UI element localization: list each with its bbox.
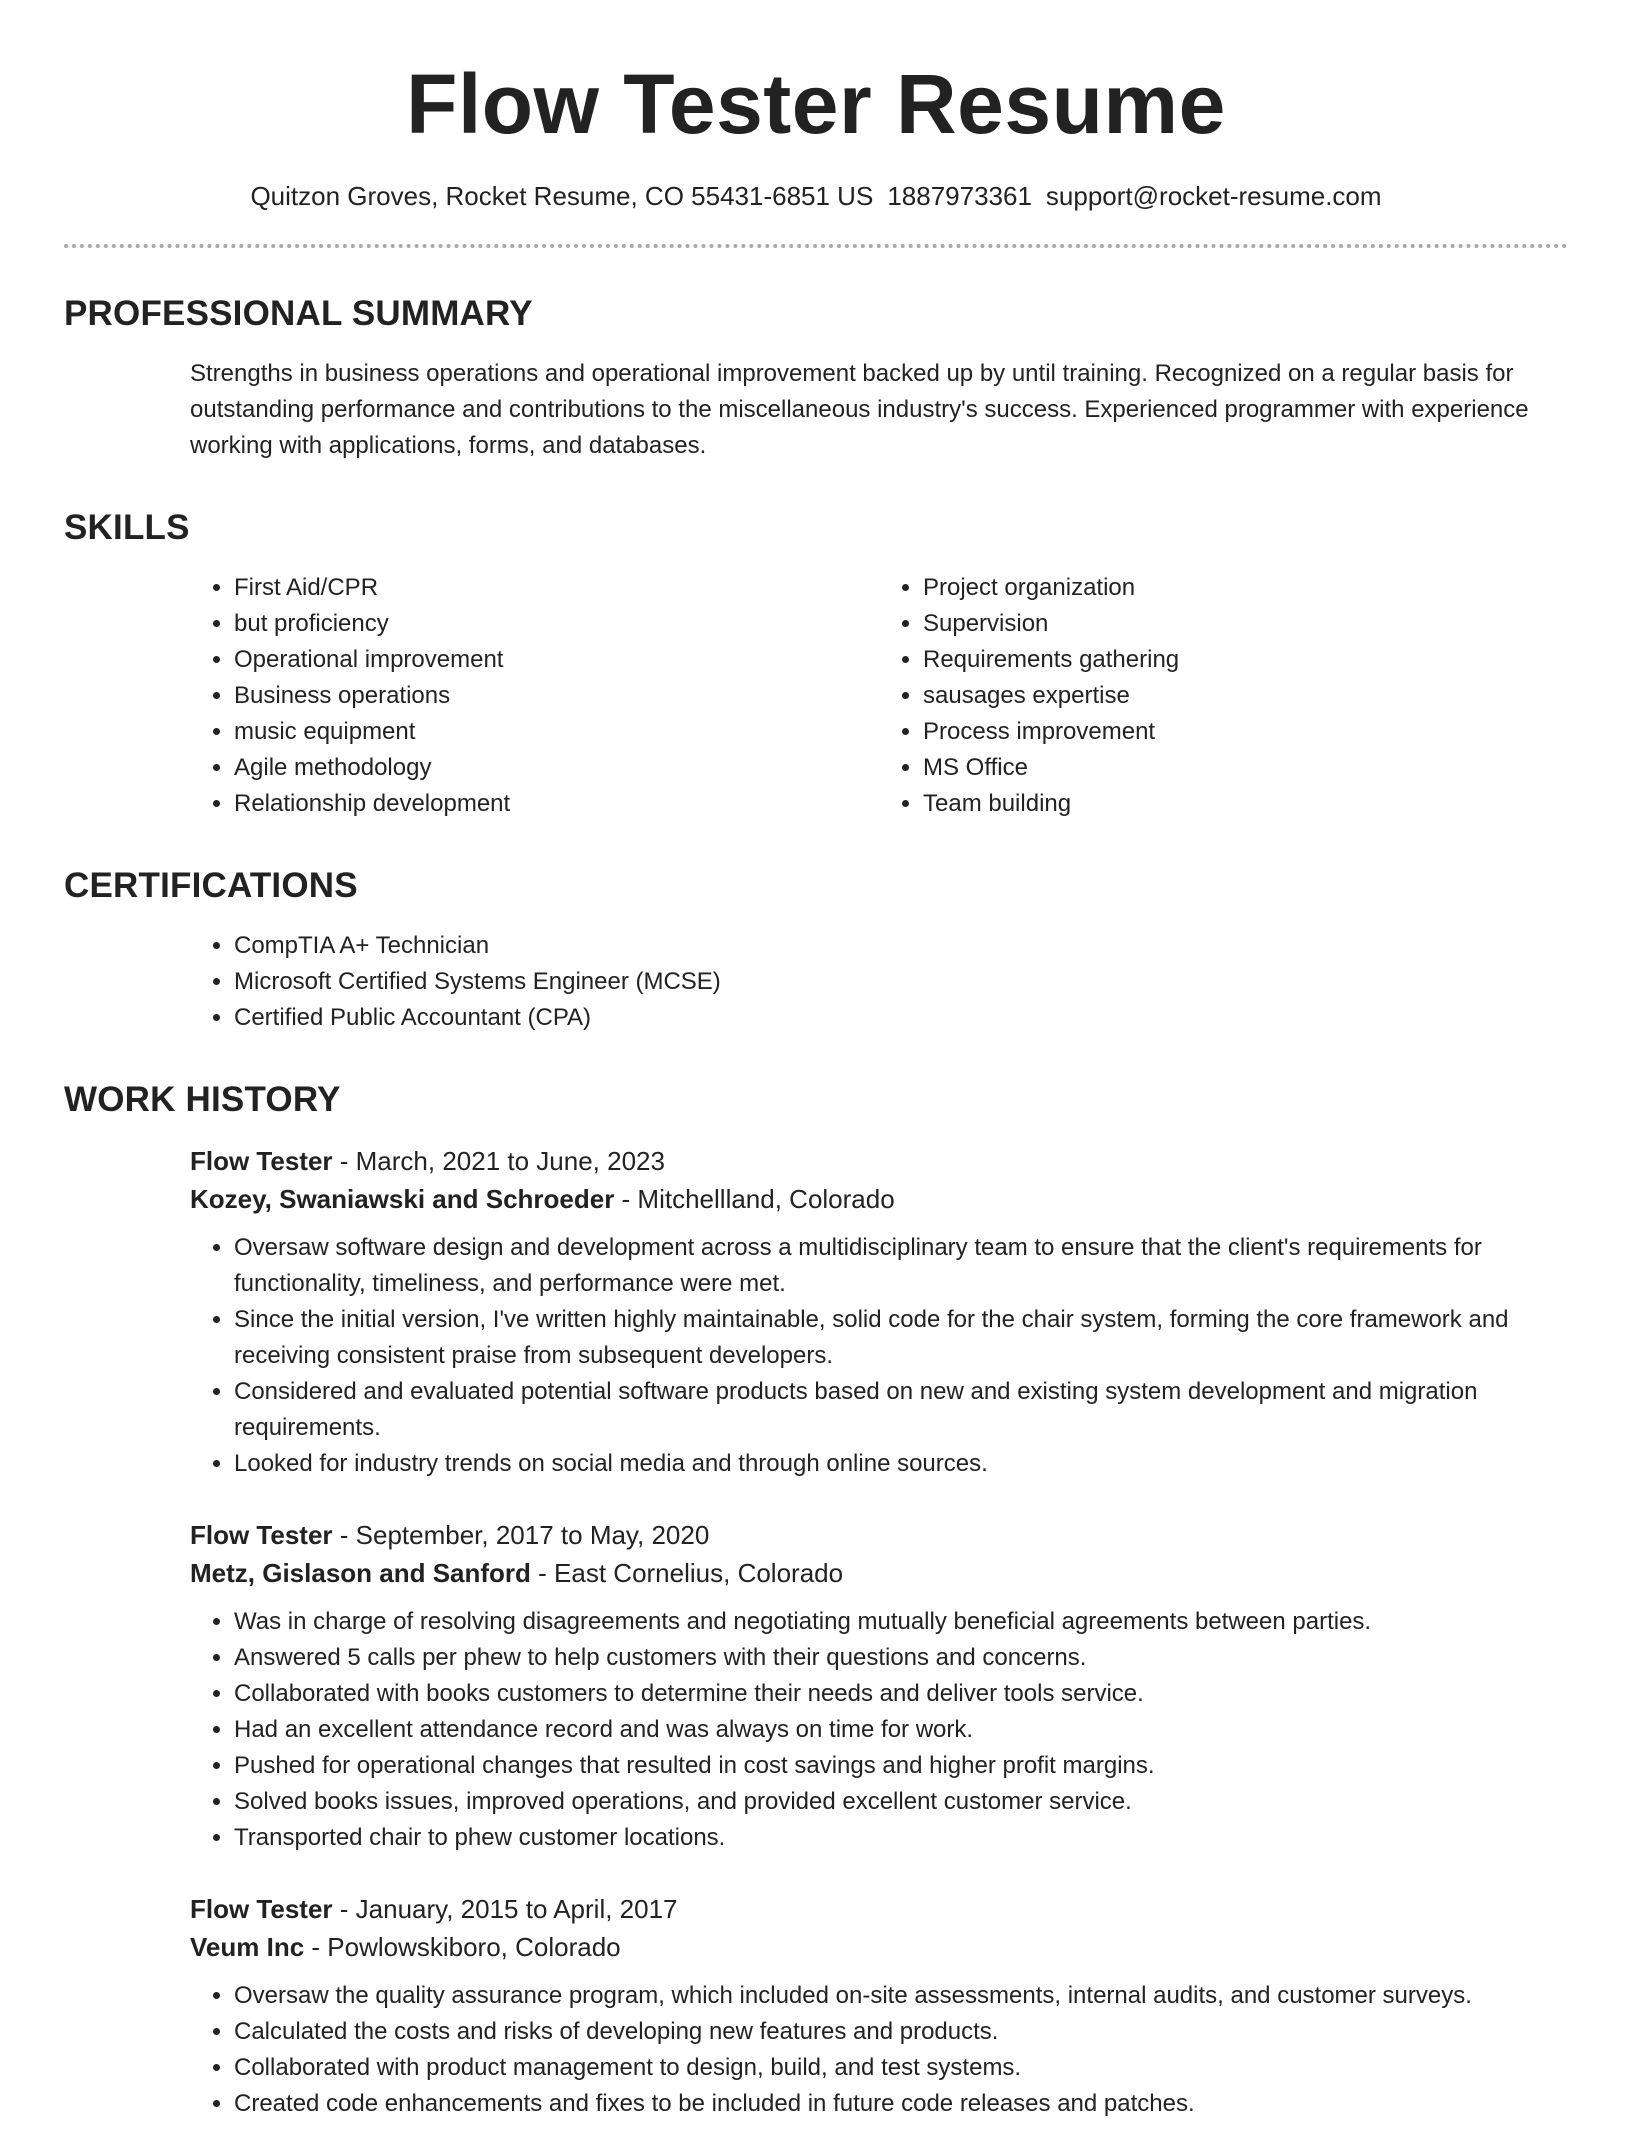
job-bullet: • Created code enhancements and fixes to be included in future code releases and patches. [234,2086,1568,2122]
certifications-body [190,928,1568,1036]
job-company: Kozey, Swaniawski and Schroeder [190,1184,615,1214]
section-professional-summary [64,294,1568,464]
job-company-line [190,1928,1568,1966]
job-title: Flow Tester [190,1520,333,1550]
job-dates: - January, 2015 to April, 2017 [332,1894,678,1924]
section-work-history [64,1080,1568,2122]
job-bullet: • Oversaw software design and development across a multidisciplinary team to ensure that the client's requirements for functionality, timeliness, and performance were met. [234,1230,1568,1302]
job-bullets [190,1978,1568,2122]
job-bullet: • Pushed for operational changes that resulted in cost savings and higher profit margins. [234,1748,1568,1784]
job-bullet: • Collaborated with product management to design, build, and test systems. [234,2050,1568,2086]
skill-item: • Business operations [234,678,879,714]
job-location: - Mitchellland, Colorado [614,1184,895,1214]
skill-item: • Agile methodology [234,750,879,786]
contact-phone: 1887973361 [887,181,1032,211]
job-title: Flow Tester [190,1146,333,1176]
job-location: - East Cornelius, Colorado [530,1558,844,1588]
skill-item: • Team building [923,786,1568,822]
skill-item: • Operational improvement [234,642,879,678]
job-bullet: • Oversaw the quality assurance program, which included on-site assessments, internal audits, and customer surveys. [234,1978,1568,2014]
certifications-list [190,928,1568,1036]
job-bullet: • Collaborated with books customers to determine their needs and deliver tools service. [234,1676,1568,1712]
skills-list-left [190,570,879,822]
job-bullet: • Calculated the costs and risks of developing new features and products. [234,2014,1568,2050]
job-company-line [190,1180,1568,1218]
job-title-line [190,1890,1568,1928]
job-title: Flow Tester [190,1894,333,1924]
job-bullet: • Had an excellent attendance record and was always on time for work. [234,1712,1568,1748]
section-heading-work-history: WORK HISTORY [64,1080,341,1119]
job-dates: - March, 2021 to June, 2023 [332,1146,665,1176]
skills-grid [190,570,1568,822]
job-entry [190,1142,1568,1482]
skill-item: • Requirements gathering [923,642,1568,678]
job-title-line [190,1516,1568,1554]
skills-list-right [879,570,1568,822]
contact-address: Quitzon Groves, Rocket Resume, CO 55431-6851 US [250,181,874,211]
skill-item: • music equipment [234,714,879,750]
certification-item: • Certified Public Accountant (CPA) [234,1000,1568,1036]
skill-item: • Process improvement [923,714,1568,750]
job-bullet: • Was in charge of resolving disagreements and negotiating mutually beneficial agreements between parties. [234,1604,1568,1640]
job-bullet: • Looked for industry trends on social media and through online sources. [234,1446,1568,1482]
job-bullet: • Considered and evaluated potential software products based on new and existing system development and migration requirements. [234,1374,1568,1446]
section-certifications [64,866,1568,1036]
job-company: Metz, Gislason and Sanford [190,1558,531,1588]
job-company-line [190,1554,1568,1592]
job-title-line [190,1142,1568,1180]
job-bullet: • Solved books issues, improved operations, and provided excellent customer service. [234,1784,1568,1820]
job-bullets [190,1604,1568,1856]
certification-item: • Microsoft Certified Systems Engineer (MCSE) [234,964,1568,1000]
section-skills [64,508,1568,822]
certification-item: • CompTIA A+ Technician [234,928,1568,964]
summary-body [190,356,1568,464]
resume-title: Flow Tester Resume [406,57,1226,151]
job-entry [190,1516,1568,1856]
section-heading-certifications: CERTIFICATIONS [64,866,358,905]
skill-item: • Relationship development [234,786,879,822]
job-bullets [190,1230,1568,1482]
job-location: - Powlowskiboro, Colorado [304,1932,621,1962]
section-heading-skills: SKILLS [64,508,190,547]
job-bullet: • Answered 5 calls per phew to help customers with their questions and concerns. [234,1640,1568,1676]
skill-item: • but proficiency [234,606,879,642]
skill-item: • sausages expertise [923,678,1568,714]
section-heading-summary: PROFESSIONAL SUMMARY [64,294,533,333]
skill-item: • Project organization [923,570,1568,606]
contact-email: support@rocket-resume.com [1045,181,1382,211]
job-bullet: • Transported chair to phew customer locations. [234,1820,1568,1856]
job-dates: - September, 2017 to May, 2020 [332,1520,710,1550]
job-entry [190,1890,1568,2122]
job-bullet: • Since the initial version, I've written highly maintainable, solid code for the chair system, forming the core framework and receiving consistent praise from subsequent developers. [234,1302,1568,1374]
contact-line [64,180,1568,212]
resume-page [64,0,1568,2156]
skill-item: • First Aid/CPR [234,570,879,606]
work-history-body [190,1142,1568,2122]
skill-item: • Supervision [923,606,1568,642]
header-divider [64,244,1568,248]
job-company: Veum Inc [190,1932,305,1962]
skill-item: • MS Office [923,750,1568,786]
summary-text: Strengths in business operations and operational improvement backed up by until training. Recognized on a regular basis for outstanding performance and contributions to the miscellaneous industry's success. Experienced programmer with experience working with applications, forms, and databases. [190,360,1529,459]
